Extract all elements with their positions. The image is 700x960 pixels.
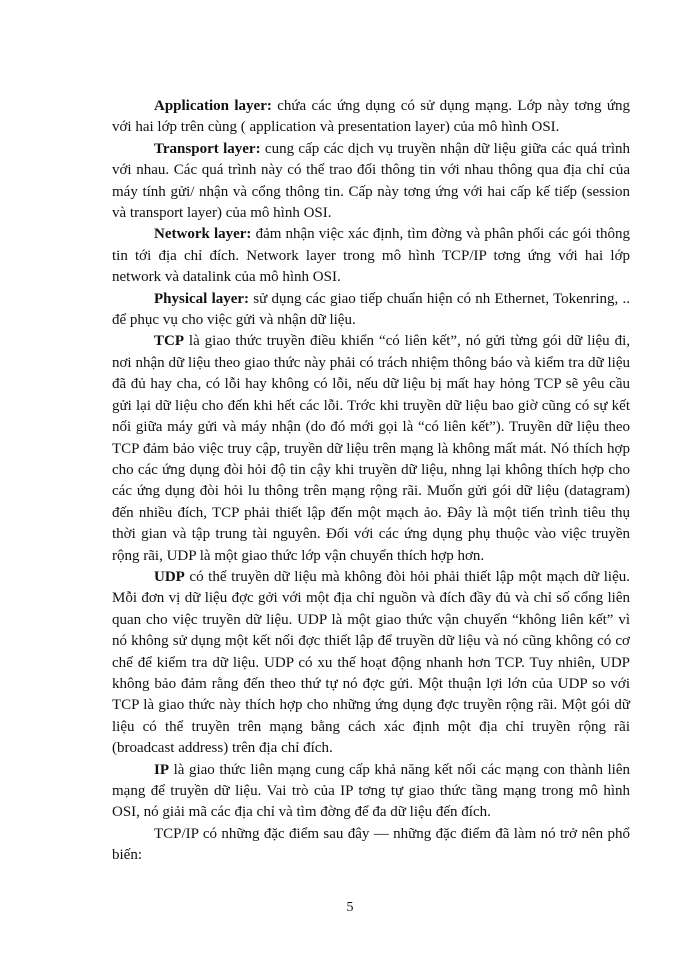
document-body xyxy=(112,96,630,867)
paragraph-tcp xyxy=(112,331,630,566)
paragraph-text: sử dụng các giao tiếp chuẩn hiện có nh Ethernet, Tokenring, .. để phục vụ cho việc gửi và nhận dữ liệu. xyxy=(112,290,630,329)
paragraph-udp xyxy=(112,567,630,760)
term-physical-layer: Physical layer: xyxy=(154,290,250,307)
page-number: 5 xyxy=(346,900,354,915)
paragraph-physical-layer xyxy=(112,289,630,332)
paragraph-text: TCP/IP có những đặc điểm sau đây — những đặc điểm đã làm nó trở nên phổ biến: xyxy=(112,825,630,864)
paragraph-text: đảm nhận việc xác định, tìm đờng và phân phối các gói thông tin tới địa chỉ đích. Network layer trong mô hình TCP/IP tơng ứng với hai lớp network và datalink của mô hình OSI. xyxy=(112,226,631,286)
paragraph-text: là giao thức truyền điều khiển “có liên kết”, nó gửi từng gói dữ liệu đi, nơi nhận dữ liệu theo giao thức này phải có trách nhiệm thông báo và kiểm tra dữ liệu đã đủ hay cha, có lỗi hay không có lỗi, nếu dữ liệu bị mất hay hỏng TCP sẽ yêu cầu gửi lại dữ liệu cho đến khi hết các lỗi. Trớc khi truyền dữ liệu bao giờ cũng có sự kết nối giữa máy gửi và máy nhận (do đó mới gọi là “có liên kết”). Truyền dữ liệu theo TCP đảm bảo việc truy cập, truyền dữ liệu trên mạng là không mất mát. Nó thích hợp cho các ứng dụng đòi hỏi độ tin cậy khi truyền dữ liệu, nhng lại không thích hợp cho các ứng dụng đòi hỏi lu thông trên mạng rộng rãi. Muốn gửi gói dữ liệu (datagram) đến nhiều đích, TCP phải thiết lập đến một mạch ảo. Đây là một tiến trình tiêu thụ thời gian và tập trung tài nguyên. Đối với các ứng dụng phụ thuộc vào việc truyền rộng rãi, UDP là một giao thức lớp vận chuyển thích hợp hơn. xyxy=(112,333,630,564)
paragraph-ip xyxy=(112,760,630,824)
paragraph-network-layer xyxy=(112,224,630,288)
term-udp: UDP xyxy=(154,568,185,585)
paragraph-transport-layer xyxy=(112,139,630,225)
paragraph-text: chứa các ứng dụng có sử dụng mạng. Lớp này tơng ứng với hai lớp trên cùng ( application và presentation layer) của mô hình OSI. xyxy=(112,98,630,136)
term-tcp: TCP xyxy=(154,333,184,350)
paragraph-application-layer xyxy=(112,96,630,139)
paragraph-text: có thể truyền dữ liệu mà không đòi hỏi phải thiết lập một mạch dữ liệu. Mỗi đơn vị dữ liệu đợc gởi với một địa chỉ nguồn và đích đầy đủ và chỉ số cổng liên quan cho việc truyền dữ liệu. UDP là một giao thức vận chuyển “không liên kết” vì nó không sử dụng một kết nối đợc thiết lập để truyền dữ liệu và nó cũng không có cơ chế để kiểm tra dữ liệu. UDP có xu thế hoạt động nhanh hơn TCP. Tuy nhiên, UDP không bảo đảm rằng đến theo thứ tự nó đợc gửi. Một thuận lợi lớn của UDP so với TCP là giao thức này thích hợp cho những ứng dụng đợc truyền rộng rãi. Một gói dữ liệu có thể truyền trên mạng bằng cách xác định một địa chỉ truyền rộng rãi (broadcast address) trên địa chỉ đích. xyxy=(112,568,630,757)
term-application-layer: Application layer: xyxy=(154,98,272,114)
term-network-layer: Network layer: xyxy=(154,226,252,243)
paragraph-text: cung cấp các dịch vụ truyền nhận dữ liệu giữa các quá trình với nhau. Các quá trình này có thể trao đổi thông tin với nhau thông qua địa chỉ của máy tính gửi/ nhận và cổng thông tin. Cấp này tơng ứng với hai cấp kế tiếp (session và transport layer) của mô hình OSI. xyxy=(112,140,630,222)
term-ip: IP xyxy=(154,761,169,778)
paragraph-tcpip-features xyxy=(112,824,630,867)
term-transport-layer: Transport layer: xyxy=(154,140,261,157)
paragraph-text: là giao thức liên mạng cung cấp khả năng kết nối các mạng con thành liên mạng để truyền dữ liệu. Vai trò của IP tơng tự giao thức tầng mạng trong mô hình OSI, nó giải mã các địa chỉ và tìm đờng để đa dữ liệu đến đích. xyxy=(112,761,630,821)
